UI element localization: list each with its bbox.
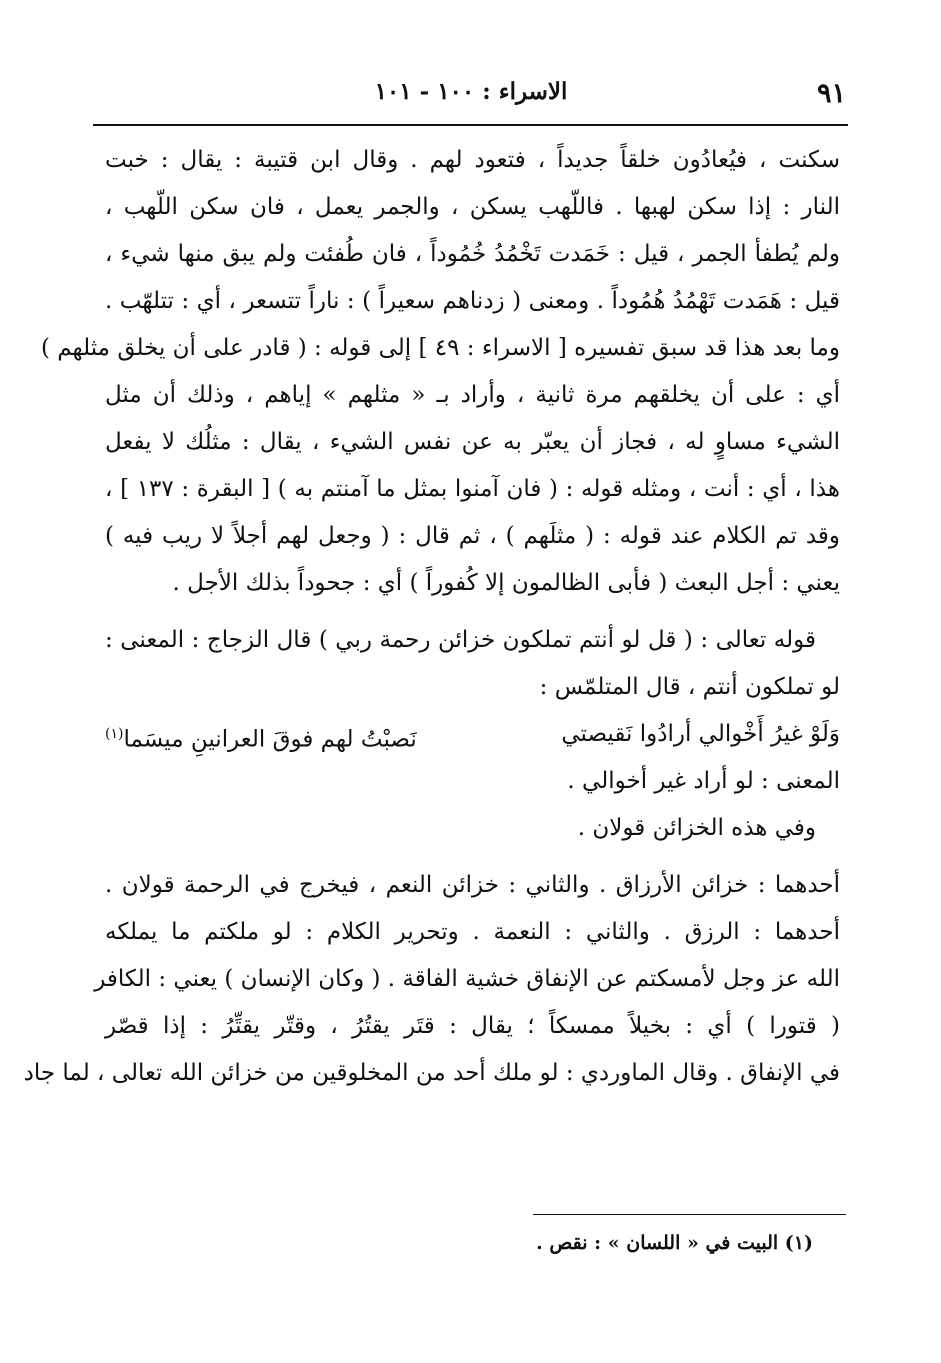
page-header bbox=[96, 78, 846, 118]
text-line: المعنى : لو أراد غير أخوالي . bbox=[567, 768, 840, 794]
footnote-rule bbox=[533, 1214, 846, 1215]
body-text bbox=[23, 137, 840, 1097]
text-line: ولم يُطفأ الجمر ، قيل : خَمَدت تَخْمُدُ خُمُوداً ، فان طُفئت ولم يبق منها شيء ، bbox=[105, 241, 840, 267]
text-line: الشيء مساوٍ له ، فجاز أن يعبّر به عن نفس الشيء ، يقال : مثلُك لا يفعل bbox=[105, 429, 840, 455]
page-number: ٩١ bbox=[816, 78, 846, 109]
verse-first-hemistich: وَلَوْ غيرُ أَخْوالي أرادُوا نَقيصتي bbox=[561, 721, 840, 747]
text-line: لو تملكون أنتم ، قال المتلمّس : bbox=[539, 674, 840, 700]
footnote: (١) البيت في « اللسان » : نقص . bbox=[536, 1232, 813, 1254]
text-line: سكنت ، فيُعادُون خلقاً جديداً ، فتعود لهم . وقال ابن قتيبة : يقال : خبت bbox=[105, 147, 840, 173]
paragraph-gap bbox=[105, 852, 840, 862]
text-line: وما بعد هذا قد سبق تفسيره [ الاسراء : ٤٩ ] إلى قوله : ( قادر على أن يخلق مثلهم ) bbox=[40, 335, 840, 361]
header-rule bbox=[93, 124, 848, 126]
text-line: الله عز وجل لأمسكتم عن الإنفاق خشية الفاقة . ( وكان الإنسان ) يعني : الكافر bbox=[94, 966, 840, 992]
text-line: أحدهما : الرزق . والثاني : النعمة . وتحرير الكلام : لو ملكتم ما يملكه bbox=[105, 919, 840, 945]
text-line: النار : إذا سكن لهبها . فاللّهب يسكن ، والجمر يعمل ، فان سكن اللّهب ، bbox=[105, 194, 840, 220]
verse-second-hemistich: نَصبْتُ لهم فوقَ العرانينِ ميسَما$^{(١)}$ bbox=[105, 726, 417, 753]
text-line: أحدهما : خزائن الأرزاق . والثاني : خزائن النعم ، فيخرج في الرحمة قولان . bbox=[105, 872, 840, 898]
paragraph-gap bbox=[105, 607, 840, 617]
running-head: الاسراء : ١٠٠ - ١٠١ bbox=[374, 78, 568, 105]
footnote-marker: (١) bbox=[105, 726, 124, 742]
poetry-verse bbox=[105, 711, 840, 758]
text-line: في الإنفاق . وقال الماوردي : لو ملك أحد من المخلوقين من خزائن الله تعالى ، لما جاد bbox=[23, 1060, 840, 1086]
text-line: ( قتورا ) أي : بخيلاً ممسكاً ؛ يقال : قتَر يقتُرُ ، وقتّر يقتِّرُ : إذا قصّر bbox=[105, 1013, 840, 1039]
text-line: قيل : هَمَدت تَهْمُدُ هُمُوداً . ومعنى ( زدناهم سعيراً ) : ناراً تتسعر ، أي : تتلهّب . bbox=[105, 288, 840, 314]
text-line: قوله تعالى : ( قل لو أنتم تملكون خزائن رحمة ربي ) قال الزجاج : المعنى : bbox=[105, 627, 816, 653]
text-line: هذا ، أي : أنت ، ومثله قوله : ( فان آمنوا بمثل ما آمنتم به ) [ البقرة : ١٣٧ ] ، bbox=[105, 476, 840, 502]
text-line: يعني : أجل البعث ( فأبى الظالمون إلا كُفوراً ) أي : جحوداً بذلك الأجل . bbox=[172, 570, 840, 596]
text-line: وقد تم الكلام عند قوله : ( مثلَهم ) ، ثم قال : ( وجعل لهم أجلاً لا ريب فيه ) bbox=[105, 523, 840, 549]
text-line: أي : على أن يخلقهم مرة ثانية ، وأراد بـ « مثلهم » إياهم ، وذلك أن مثل bbox=[105, 382, 840, 408]
text-line: وفي هذه الخزائن قولان . bbox=[577, 815, 816, 841]
